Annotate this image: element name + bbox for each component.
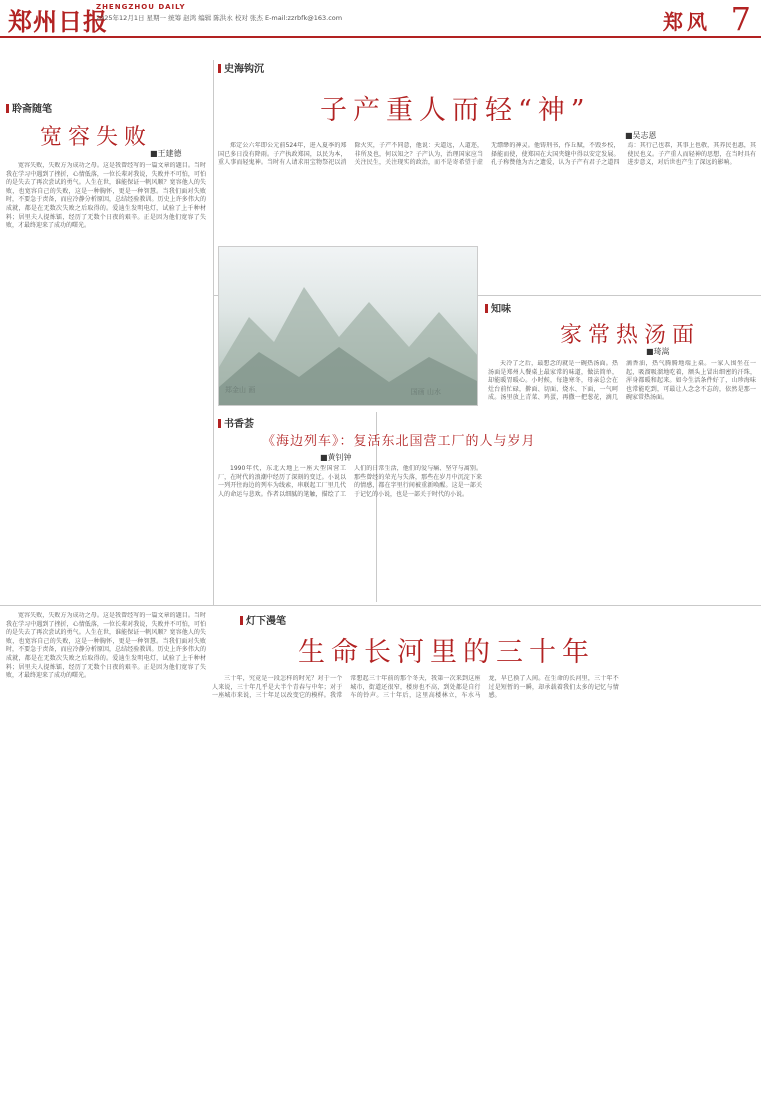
column-label-history: 史海钩沉 [218,60,264,75]
painting-caption-2: 国画 山水 [410,388,441,396]
byline-a3: ■琦嵩 [646,347,670,356]
article-title-seaside-train: 《海边列车》：复活东北国营工厂的人与岁月 [262,434,536,449]
article-body-a1-continued: 宽容失败，失败方为成功之母。这是我曾经写的一篇文章的题目。当时我在学习中遇到了挫折，心情低落，一位长辈对我说，失败并不可怕，可怕的是失去了再次尝试的勇气。人生在世，谁能保证一帆风顺？宽容他人的失败，也宽容自己的失败，这是一种胸怀，更是一种智慧。当我们面对失败时，不要急于责备，而应冷静分析原因，总结经验教训。历史上许多伟大的成就，都是在无数次失败之后取得的。爱迪生发明电灯，试验了上千种材料；居里夫人提炼镭，经历了无数个日夜的艰辛。正是因为他们宽容了失败，才最终迎来了成功的曙光。 [6,612,206,680]
byline-a1: ■王建德 [150,149,182,158]
column-label-book: 书香荟 [218,415,254,430]
article-body-a2: 郑定公六年即公元前524年，进入夏季的郑国已多日没有降雨。子产执政郑国，以民为本，重人事而轻鬼神。当时有人请求用宝物祭祀以消除火灾，子产不同意，他说：天道远，人道迩，非所及也，何以知之？子产认为，治理国家应当关注民生，关注现实的政治，而不是寄希望于虚无缥缈的神灵。他铸刑书，作丘赋，不毁乡校，择能而使，使郑国在大国夹缝中得以安定发展。孔子称赞他为古之遗爱，认为子产有君子之道四焉：其行己也恭，其事上也敬，其养民也惠，其使民也义。子产重人而轻神的思想，在当时具有进步意义，对后世也产生了深远的影响。 [218,142,756,167]
landscape-painting [218,246,478,406]
article-title-tolerate-failure: 宽容失败 [40,125,153,150]
byline-a4: ■黄钊钟 [320,453,352,462]
newspaper-logo-en: ZHENGZHOU DAILY [96,3,186,11]
issue-info: 2025年12月1日 星期一 统筹 赵鸿 编辑 陈洪永 校对 张杰 E-mail:zzrbfk@163.com [96,14,343,22]
article-title-noodle-soup: 家常热汤面 [560,323,701,348]
column-divider [0,605,761,606]
byline-a2: ■吴志恩 [625,131,657,140]
painting-caption: 郑金山 画 [225,386,256,394]
article-body-a5: 三十年，究竟是一段怎样的时光？对于一个人来说，三十年几乎是大半个青春与中年；对于一座城市来说，三十年足以改变它的模样。我常常想起三十年前的那个冬天，我第一次来到这座城市，街道还很窄，楼房也不高，到处都是自行车的铃声。三十年后，这里高楼林立，车水马龙，早已换了人间。在生命的长河里，三十年不过是短暂的一瞬，却承载着我们太多的记忆与情感。 [212,675,619,700]
mountain-illustration [219,247,478,406]
article-title-thirty-years: 生命长河里的三十年 [298,637,595,668]
section-name: 郑风 [663,10,711,34]
newspaper-logo: 郑州日报 [8,7,108,36]
column-label-essay: 聆斋随笔 [6,100,52,115]
masthead [0,0,761,38]
column-label-life: 灯下漫笔 [240,612,286,627]
article-body-a1: 宽容失败，失败方为成功之母。这是我曾经写的一篇文章的题目。当时我在学习中遇到了挫折，心情低落，一位长辈对我说，失败并不可怕，可怕的是失去了再次尝试的勇气。人生在世，谁能保证一帆风顺？宽容他人的失败，也宽容自己的失败，这是一种胸怀，更是一种智慧。当我们面对失败时，不要急于责备，而应冷静分析原因，总结经验教训。历史上许多伟大的成就，都是在无数次失败之后取得的。爱迪生发明电灯，试验了上千种材料；居里夫人提炼镭，经历了无数个日夜的艰辛。正是因为他们宽容了失败，才最终迎来了成功的曙光。 [6,162,206,230]
article-body-a3: 天冷了之后，最想念的就是一碗热汤面。热汤面是郑州人餐桌上最家常的味道，做法简单，却能暖胃暖心。小时候，每逢寒冬，母亲总会在灶台前忙碌，擀面、切面、烧水、下面，一气呵成。汤里放上青菜、鸡蛋，再撒一把葱花，滴几滴香油，热气腾腾地端上桌。一家人围坐在一起，吸溜吸溜地吃着，额头上冒出细密的汗珠，浑身都暖和起来。如今生活条件好了，山珍海味也常能吃到，可最让人念念不忘的，依然是那一碗家常热汤面。 [488,360,756,402]
article-title-zichan: 子产重人而轻“神” [320,95,591,126]
column-divider [213,60,214,605]
page-number: 7 [730,0,751,38]
article-body-a4: 1990年代，东北大地上一座大型国营工厂，在时代的浪潮中经历了深刻的变迁。小说以一列开往海边的列车为线索，串联起工厂里几代人的命运与悲欢。作者以细腻的笔触，描绘了工人们的日常生活，他们的爱与痛、坚守与离别。那些曾经的荣光与失落，那些在岁月中沉淀下来的情感，都在字里行间被重新唤醒。这是一部关于记忆的小说，也是一部关于时代的小说。 [218,465,482,498]
column-label-taste: 知味 [485,300,511,315]
